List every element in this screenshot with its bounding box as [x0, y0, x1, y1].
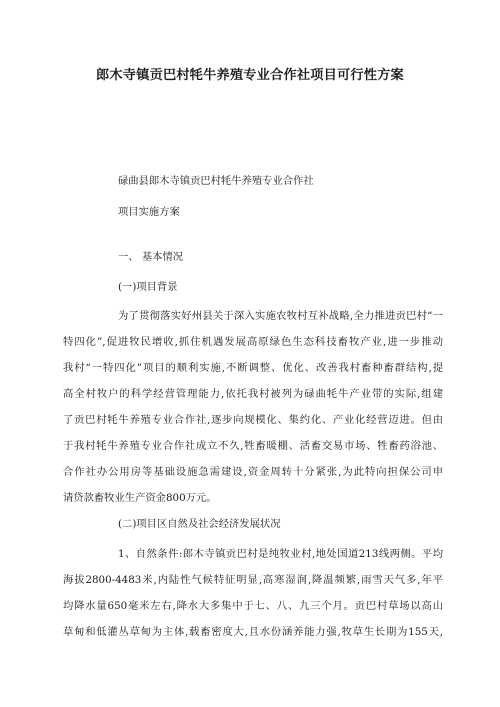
paragraph-line: 请贷款畜牧业生产资金800万元。 — [63, 492, 217, 504]
paragraph-line: 于我村牦牛养殖专业合作社成立不久,牲畜暖棚、活畜交易市场、牲畜药浴池、 — [63, 440, 443, 452]
paragraph-line: 均降水量650毫米左右,降水大多集中于七、八、九三个月。贡巴村草场以高山 — [63, 600, 443, 612]
paragraph-line: 海拔2800-4483米,内陆性气候特征明显,高寒湿润,降温频繁,雨雪天气多,年平 — [63, 574, 443, 586]
paragraph-line: 了贡巴村牦牛养殖专业合作社,逐步向规模化、集约化、产业化经营迈进。但由 — [63, 414, 443, 426]
organization-name: 碌曲县郎木寺镇贡巴村牦牛养殖专业合作社 — [118, 175, 314, 187]
paragraph-line: 为了贯彻落实好州县关于深入实施农牧村互补战略,全力推进贡巴村“一 — [118, 310, 443, 322]
paragraph-line: 高全村牧户的科学经营管理能力,依托我村被列为碌曲牦牛产业带的实际,组建 — [63, 388, 443, 400]
paragraph-line: 我村“一特四化”项目的顺利实施,不断调整、优化、改善我村畜种畜群结构,提 — [63, 362, 443, 374]
paragraph-line: 特四化”,促进牧民增收,抓住机遇发展高原绿色生态科技畜牧产业,进一步推动 — [63, 336, 443, 348]
document-type: 项目实施方案 — [118, 206, 180, 218]
subsection-heading-natural-conditions: (二)项目区自然及社会经济发展状况 — [118, 518, 281, 530]
document-title: 郎木寺镇贡巴村牦牛养殖专业合作社项目可行性方案 — [96, 68, 404, 83]
subsection-heading-background: (一)项目背景 — [118, 281, 178, 293]
paragraph-line: 草甸和低灌丛草甸为主体,载畜密度大,且水份涵养能力强,牧草生长期为155天, — [63, 626, 443, 638]
paragraph-line: 合作社办公用房等基础设施急需建设,资金周转十分紧张,为此特向担保公司申 — [63, 466, 443, 478]
section-heading-basic-info: 一、 基本情况 — [118, 251, 184, 263]
paragraph-line: 1、自然条件:郎木寺镇贡巴村是纯牧业村,地处国道213线两侧。平均 — [118, 548, 443, 560]
